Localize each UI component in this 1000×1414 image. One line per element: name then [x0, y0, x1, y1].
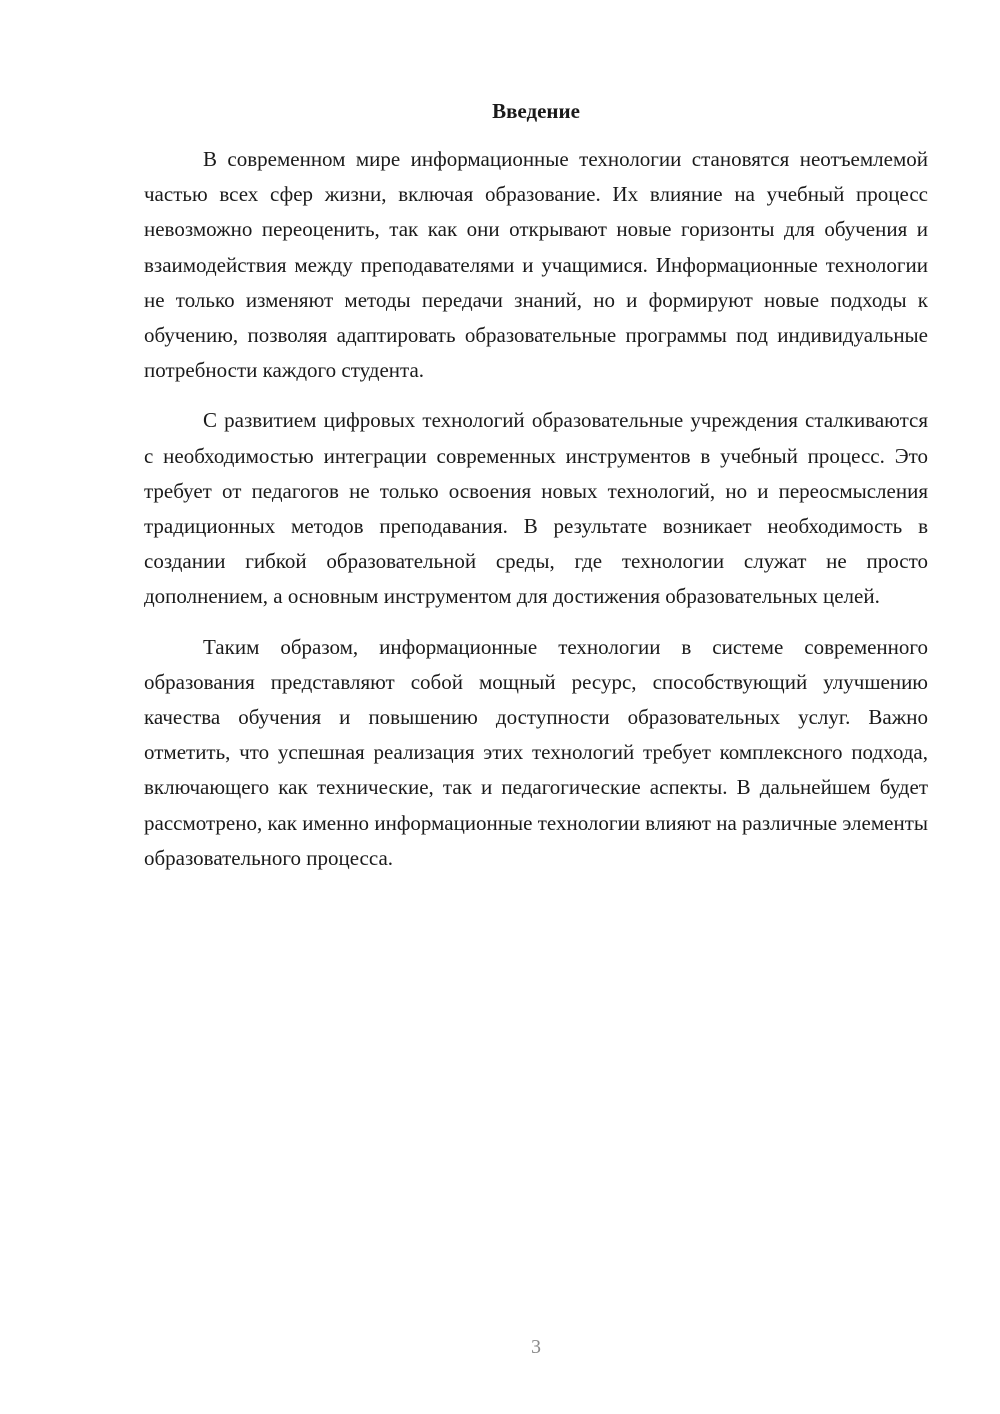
- body-text: [144, 142, 928, 876]
- page-title: Введение: [492, 99, 580, 123]
- paragraph-1: В современном мире информационные технологии становятся неотъемлемой частью всех сфер жизни, включая образование. Их влияние на учебный процесс невозможно переоценить, так как они открывают новые горизонты для обучения и взаимодействия между преподавателями и учащимися. Информационные технологии не только изменяют методы передачи знаний, но и формируют новые подходы к обучению, позволяя адаптировать образовательные программы под индивидуальные потребности каждого студента.: [144, 147, 928, 383]
- paragraph-3: Таким образом, информационные технологии в системе современного образования представляют собой мощный ресурс, способствующий улучшению качества обучения и повышению доступности образовательных услуг. Важно отметить, что успешная реализация этих технологий требует комплексного подхода, включающего как технические, так и педагогические аспекты. В дальнейшем будет рассмотрено, как именно информационные технологии влияют на различные элементы образовательного процесса.: [144, 634, 928, 870]
- page-number: 3: [531, 1336, 541, 1358]
- paragraph-2: С развитием цифровых технологий образовательные учреждения сталкиваются с необходимостью интеграции современных инструментов в учебный процесс. Это требует от педагогов не только освоения новых технологий, но и переосмысления традиционных методов преподавания. В результате возникает необходимость в создании гибкой образовательной среды, где технологии служат не просто дополнением, а основным инструментом для достижения образовательных целей.: [144, 408, 928, 609]
